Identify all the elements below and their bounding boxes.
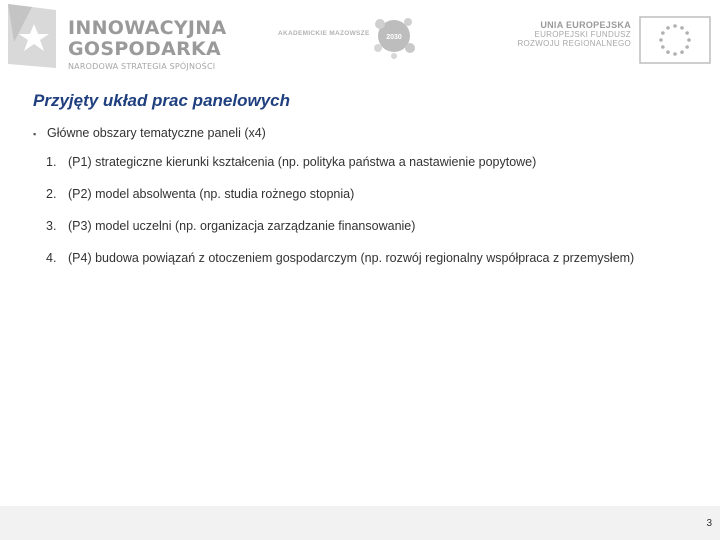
ue-logo-line1: UNIA EUROPEJSKA [540, 20, 631, 30]
eu-star-icon [685, 31, 689, 35]
page-number: 3 [706, 518, 712, 529]
slide-content [33, 126, 673, 281]
eu-star-icon [666, 50, 670, 54]
am-circles-icon [370, 12, 418, 60]
ue-logo-line3: ROZWOJU REGIONALNEGO [517, 39, 631, 48]
list-text: (P1) strategiczne kierunki kształcenia (np. polityka państwa a nastawienie popytowe) [68, 155, 537, 169]
list-item [46, 185, 673, 203]
am-badge-text: 2030 [386, 34, 402, 41]
unia-europejska-logo [500, 16, 715, 66]
slide-title: Przyjęty układ prac panelowych [33, 91, 290, 110]
innowacyjna-gospodarka-logo [4, 2, 236, 74]
eu-flag-icon [639, 16, 711, 64]
list-text: (P4) budowa powiązań z otoczeniem gospodarczym (np. rozwój regionalny współpraca z przemysłem) [68, 251, 635, 265]
ue-logo-line2: EUROPEJSKI FUNDUSZ [534, 30, 631, 39]
ig-logo-line2: GOSPODARKA [68, 38, 222, 60]
eu-star-icon [666, 26, 670, 30]
list-item [46, 249, 673, 267]
list-number: 1. [46, 155, 57, 169]
bullet-item [33, 126, 673, 140]
list-number: 4. [46, 251, 57, 265]
list-number: 2. [46, 187, 57, 201]
eu-star-icon [673, 24, 677, 28]
numbered-list [46, 153, 673, 267]
square-bullet-icon: ▪ [33, 129, 37, 139]
list-number: 3. [46, 219, 57, 233]
list-text: (P2) model absolwenta (np. studia rożnego stopnia) [68, 187, 355, 201]
eu-star-icon [673, 52, 677, 56]
am-logo-text: AKADEMICKIE MAZOWSZE [278, 30, 370, 37]
list-item [46, 153, 673, 171]
eu-star-icon [685, 45, 689, 49]
slide-footer [0, 506, 720, 540]
list-item [46, 217, 673, 235]
eu-star-icon [659, 38, 663, 42]
eu-star-icon [687, 38, 691, 42]
ig-logo-line1: INNOWACYJNA [68, 17, 227, 39]
list-text: (P3) model uczelni (np. organizacja zarządzanie finansowanie) [68, 219, 416, 233]
eu-star-icon [680, 26, 684, 30]
ig-star-flag-icon [4, 2, 62, 72]
bullet-text: Główne obszary tematyczne paneli (x4) [47, 126, 266, 140]
eu-star-icon [680, 50, 684, 54]
akademickie-mazowsze-logo [278, 12, 418, 62]
eu-star-icon [661, 45, 665, 49]
ig-logo-line3: NARODOWA STRATEGIA SPÓJNOŚCI [68, 62, 216, 71]
eu-star-icon [661, 31, 665, 35]
